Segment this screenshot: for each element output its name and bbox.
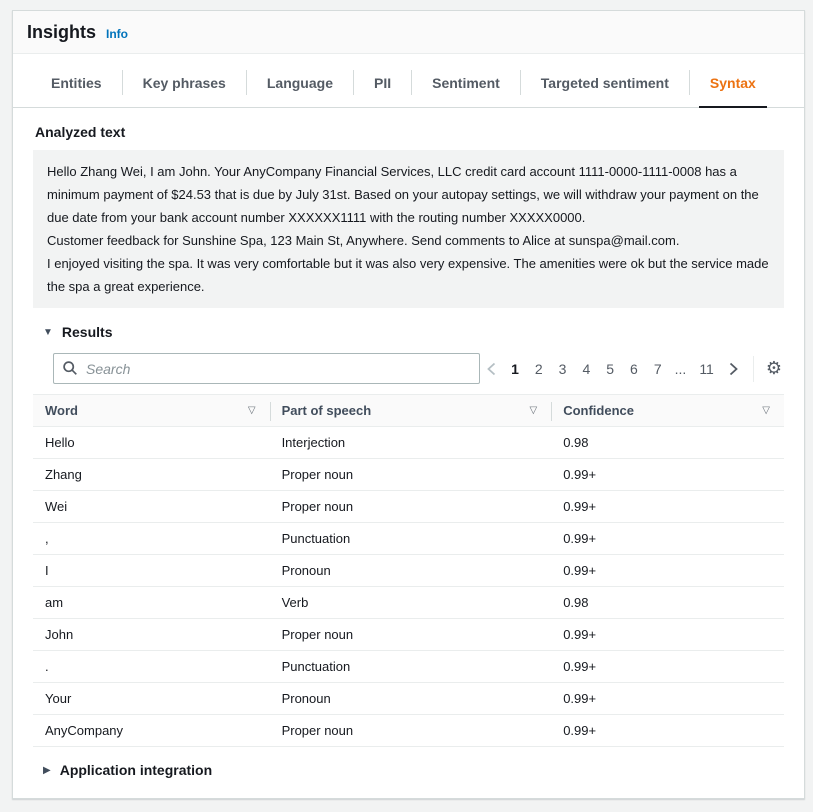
table-row: [33, 587, 784, 619]
cell-pos: Proper noun: [281, 467, 354, 482]
cell-word: AnyCompany: [45, 723, 124, 738]
table-row: [33, 619, 784, 651]
table-row: [33, 555, 784, 587]
cell-word: .: [45, 659, 49, 674]
page-button-5[interactable]: 5: [606, 360, 615, 377]
toolbar-divider: [753, 356, 754, 382]
page-button-2[interactable]: 2: [534, 360, 543, 377]
tab-targeted-sentiment[interactable]: Targeted sentiment: [540, 75, 669, 91]
filter-icon[interactable]: ▽: [529, 405, 538, 416]
results-toolbar: [53, 353, 784, 384]
column-header-word[interactable]: Word ▽: [45, 403, 256, 418]
page-button-7[interactable]: 7: [653, 360, 662, 377]
cell-pos: Punctuation: [281, 659, 351, 674]
cell-pos: Proper noun: [281, 723, 354, 738]
cell-confidence: 0.99+: [563, 627, 597, 642]
cell-pos: Punctuation: [281, 531, 351, 546]
table-row: [33, 715, 784, 747]
panel-header: [13, 11, 804, 54]
tab-sentiment[interactable]: Sentiment: [432, 75, 500, 91]
cell-pos: Proper noun: [281, 499, 354, 514]
caret-down-icon: ▼: [43, 326, 53, 338]
tab-pii[interactable]: PII: [373, 75, 392, 91]
settings-gear-icon[interactable]: ⚙: [765, 357, 782, 379]
results-table: [33, 394, 784, 747]
results-section-label: Results: [61, 324, 113, 340]
page-ellipsis: ...: [674, 360, 687, 377]
page-button-4[interactable]: 4: [582, 360, 591, 377]
cell-confidence: 0.98: [563, 595, 589, 610]
table-row: [33, 459, 784, 491]
column-header-part-of-speech[interactable]: Part of speech ▽: [270, 395, 552, 426]
cell-confidence: 0.98: [563, 435, 589, 450]
analyzed-text-box: [33, 150, 784, 308]
cell-confidence: 0.99+: [563, 723, 597, 738]
tab-bar: [13, 54, 804, 108]
cell-pos: Pronoun: [281, 691, 331, 706]
cell-word: Your: [45, 691, 72, 706]
info-link[interactable]: Info: [106, 27, 129, 41]
chevron-left-icon: [486, 362, 497, 376]
cell-pos: Verb: [281, 595, 309, 610]
cell-confidence: 0.99+: [563, 467, 597, 482]
search-field-wrapper: [53, 353, 480, 384]
analyzed-paragraph: Customer feedback for Sunshine Spa, 123 Main St, Anywhere. Send comments to Alice at sunspa@mail.com.: [47, 233, 680, 248]
cell-word: am: [45, 595, 64, 610]
tab-content: [13, 108, 804, 798]
cell-word: Wei: [45, 499, 68, 514]
search-input[interactable]: [53, 353, 480, 384]
page-button-6[interactable]: 6: [630, 360, 638, 377]
caret-right-icon: ▶: [43, 764, 51, 776]
next-page-button[interactable]: [722, 360, 745, 378]
table-row: [33, 523, 784, 555]
cell-confidence: 0.99+: [563, 563, 597, 578]
cell-word: Hello: [45, 435, 75, 450]
table-row: [33, 683, 784, 715]
filter-icon[interactable]: ▽: [762, 405, 770, 416]
page-button-11[interactable]: 11: [699, 360, 714, 377]
cell-word: I: [45, 563, 49, 578]
insights-panel: [12, 10, 805, 799]
page-button-1[interactable]: 1: [511, 360, 519, 377]
column-header-confidence[interactable]: Confidence ▽: [551, 395, 784, 426]
cell-word: ,: [45, 531, 49, 546]
cell-pos: Pronoun: [281, 563, 331, 578]
page-title: Insights: [27, 22, 97, 42]
cell-pos: Proper noun: [281, 627, 354, 642]
cell-confidence: 0.99+: [563, 499, 597, 514]
tab-syntax[interactable]: Syntax: [690, 54, 776, 107]
table-header-row: [33, 394, 784, 427]
analyzed-text-label: Analyzed text: [35, 124, 126, 140]
analyzed-paragraph: I enjoyed visiting the spa. It was very comfortable but it was also very expensive. The amenities were ok but the service made the spa a great experience.: [47, 256, 769, 294]
application-integration-toggle[interactable]: [43, 747, 784, 798]
tab-language[interactable]: Language: [266, 75, 333, 91]
tab-entities[interactable]: Entities: [51, 75, 102, 91]
filter-icon[interactable]: ▽: [247, 405, 256, 416]
results-section-toggle[interactable]: [43, 324, 784, 340]
cell-word: John: [45, 627, 74, 642]
previous-page-button[interactable]: [480, 360, 503, 378]
cell-confidence: 0.99+: [563, 659, 597, 674]
table-row: [33, 427, 784, 459]
table-row: [33, 491, 784, 523]
pagination: [480, 356, 784, 382]
cell-confidence: 0.99+: [563, 531, 597, 546]
tab-key-phrases[interactable]: Key phrases: [142, 75, 226, 91]
table-row: [33, 651, 784, 683]
cell-pos: Interjection: [281, 435, 346, 450]
page-button-3[interactable]: 3: [558, 360, 567, 377]
chevron-right-icon: [728, 362, 739, 376]
cell-word: Zhang: [45, 467, 82, 482]
analyzed-paragraph: Hello Zhang Wei, I am John. Your AnyCompany Financial Services, LLC credit card account 1111-0000-1111-0008 has a minimum payment of $24.53 that is due by July 31st. Based on your autopay settings, we will withdraw your payment on the due date from your bank account number XXXXXX1111 with the routing number XXXXX0000.: [47, 164, 759, 225]
application-integration-label: Application integration: [59, 762, 213, 778]
cell-confidence: 0.99+: [563, 691, 597, 706]
